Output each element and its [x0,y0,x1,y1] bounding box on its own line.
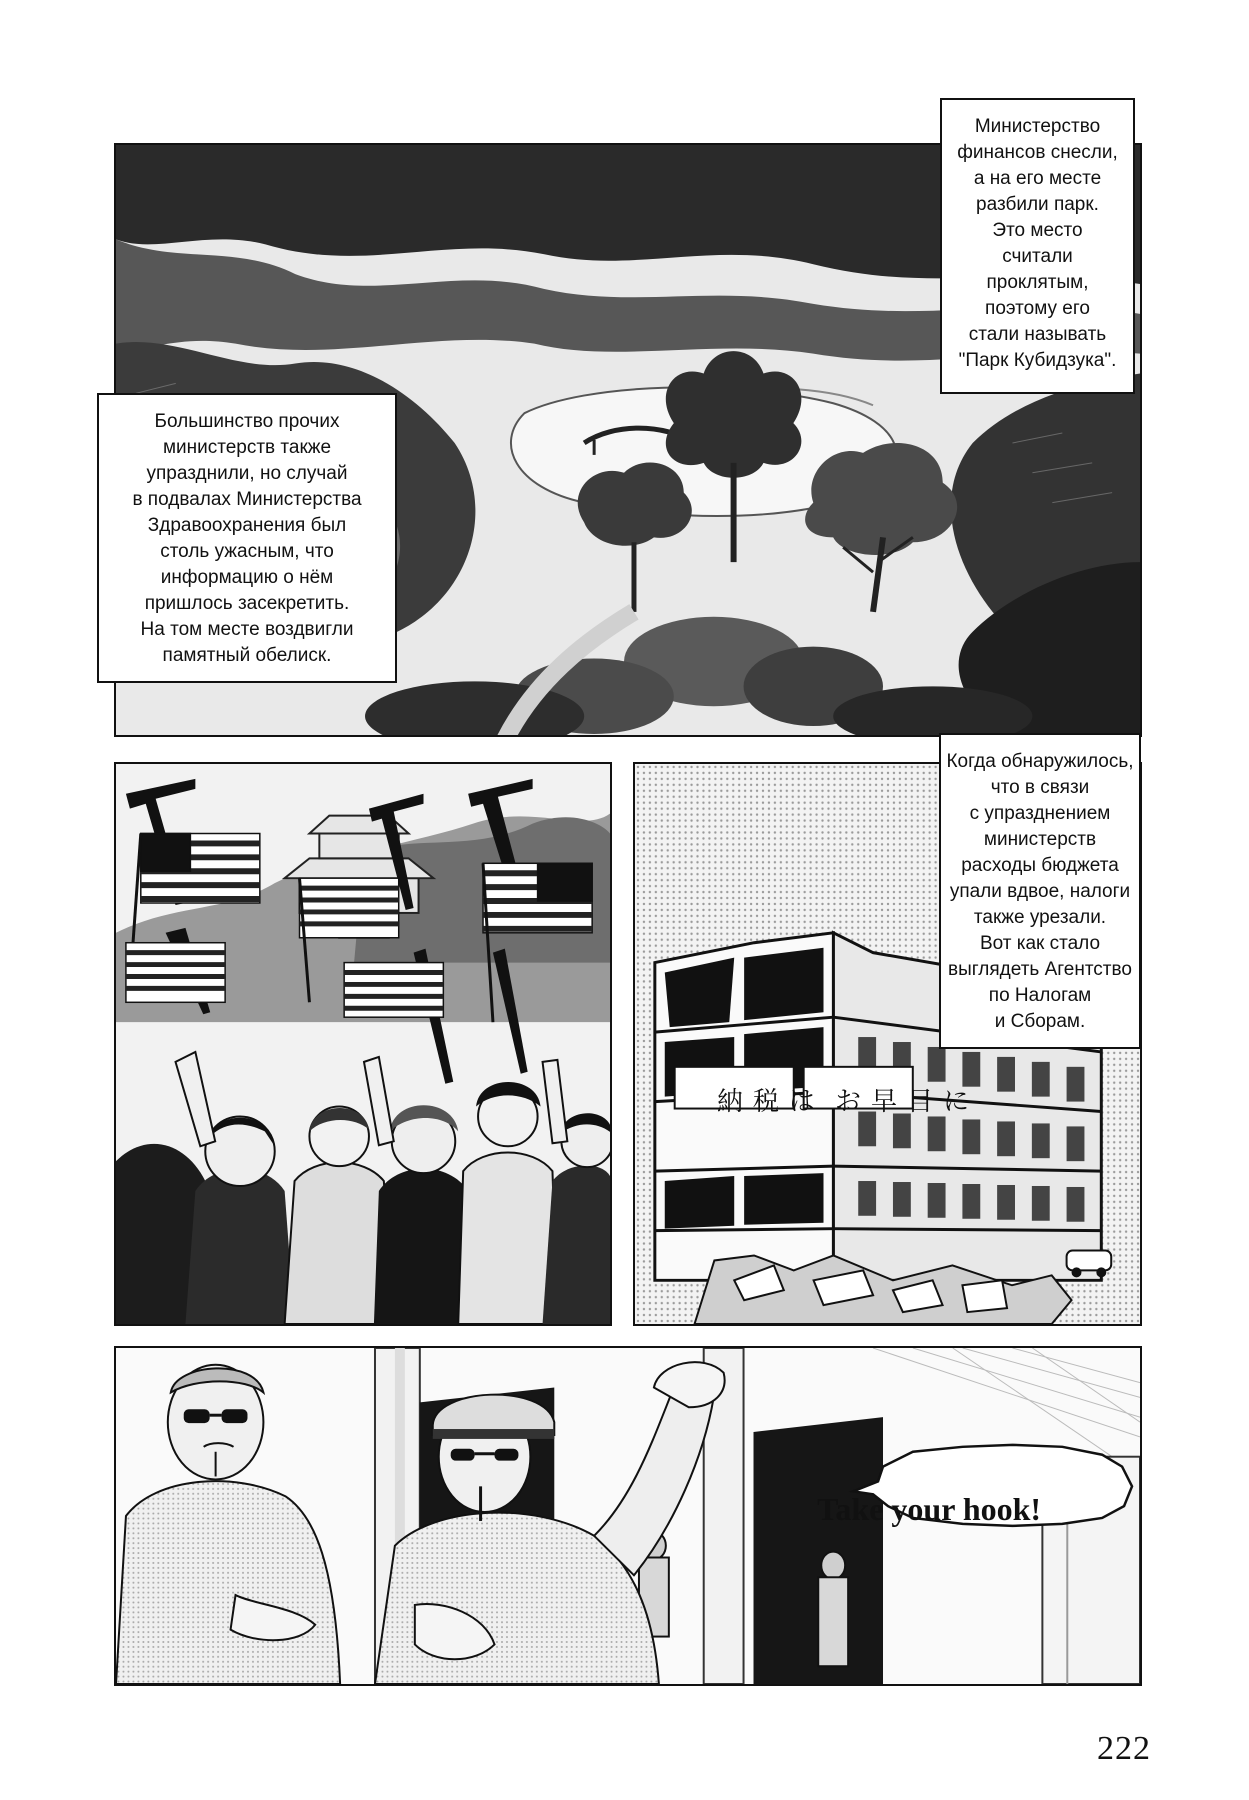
page-number: 222 [1097,1730,1151,1767]
caption-line: с упразднением [969,803,1111,824]
caption-line: министерств [983,829,1097,850]
caption-line: пришлось засекретить. [144,593,350,614]
caption-line: а на его месте [973,168,1102,189]
caption-tax-agency [939,733,1141,1049]
caption-line: Это место [992,220,1083,241]
caption-line: в подвалах Министерства [132,489,362,510]
caption-line: На том месте воздвигли [140,619,354,640]
caption-line: памятный обелиск. [162,645,332,666]
caption-line: по Налогам [988,985,1092,1006]
speech-bubble-text: Take your hook! [817,1491,1042,1527]
crowd-panel [114,762,612,1326]
caption-line: и Сборам. [994,1011,1086,1032]
caption-line: Когда обнаружилось, [946,751,1134,772]
caption-line: выглядеть Агентство [948,959,1132,980]
caption-line: упразднили, но случай [146,463,348,484]
caption-line: финансов снесли, [957,142,1118,163]
caption-other-ministries [97,393,397,683]
caption-ministry-finance [940,98,1135,394]
caption-line: Большинство прочих [154,411,340,432]
caption-line: стали называть [968,324,1107,345]
caption-line: столь ужасным, что [160,541,334,562]
caption-line: министерств также [162,437,332,458]
caption-line: Вот как стало [979,933,1101,954]
caption-line: считали [1002,246,1073,267]
caption-line: разбили парк. [976,194,1099,215]
caption-line: Здравоохранения был [147,515,347,536]
building-sign-left: 納税は [717,1087,826,1117]
caption-line: "Парк Кубидзука". [958,350,1117,371]
caption-line: что в связи [990,777,1090,798]
crowd-illustration [116,764,610,1324]
caption-line: расходы бюджета [961,855,1119,876]
caption-line: также урезали. [973,907,1107,928]
caption-line: информацию о нём [160,567,334,588]
caption-line: упали вдвое, налоги [949,881,1131,902]
building-sign-right: お早目に [835,1087,980,1117]
caption-line: Министерство [974,116,1101,137]
caption-line: проклятым, [986,272,1089,293]
caption-line: поэтому его [985,298,1090,319]
